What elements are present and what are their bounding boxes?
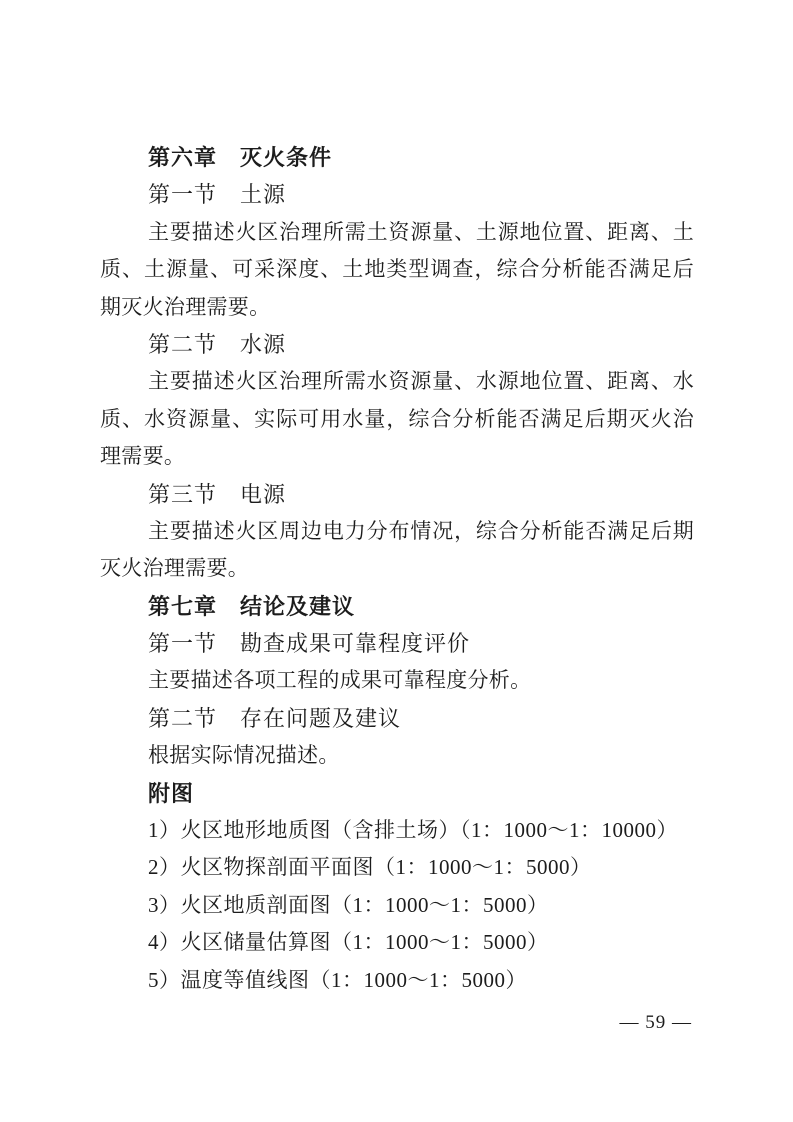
section-heading: 第二节 存在问题及建议 bbox=[148, 705, 402, 731]
annex-heading: 附图 bbox=[148, 780, 195, 806]
section-heading: 第三节 电源 bbox=[148, 481, 287, 507]
paragraph-line: 主要描述火区治理所需土资源量、土源地位置、距离、土 bbox=[148, 219, 694, 244]
paragraph-line: 理需要。 bbox=[100, 444, 186, 469]
paragraph-line: 灭火治理需要。 bbox=[100, 556, 250, 581]
chapter-heading: 第六章 灭火条件 bbox=[148, 145, 333, 170]
chapter-heading: 第七章 结论及建议 bbox=[148, 593, 356, 619]
paragraph-line: 质、土源量、可采深度、土地类型调查，综合分析能否满足后 bbox=[100, 257, 694, 282]
section-heading: 第一节 土源 bbox=[148, 182, 287, 208]
list-item: 2）火区物探剖面平面图（1：1000～1：5000） bbox=[148, 855, 592, 880]
section-heading: 第二节 水源 bbox=[148, 331, 287, 357]
list-item: 4）火区储量估算图（1：1000～1：5000） bbox=[148, 930, 549, 955]
section-heading: 第一节 勘查成果可靠程度评价 bbox=[148, 631, 471, 657]
paragraph-line: 期灭火治理需要。 bbox=[100, 294, 271, 319]
paragraph-line: 主要描述火区周边电力分布情况，综合分析能否满足后期 bbox=[148, 518, 694, 543]
paragraph-line: 质、水资源量、实际可用水量，综合分析能否满足后期灭火治 bbox=[100, 406, 694, 431]
page-number: — 59 — bbox=[619, 1012, 692, 1033]
list-item: 5）温度等值线图（1：1000～1：5000） bbox=[148, 967, 527, 992]
list-item: 3）火区地质剖面图（1：1000～1：5000） bbox=[148, 892, 549, 917]
paragraph-line: 主要描述各项工程的成果可靠程度分析。 bbox=[148, 668, 532, 693]
list-item: 1）火区地形地质图（含排土场）（1：1000～1：10000） bbox=[148, 818, 678, 843]
paragraph-line: 根据实际情况描述。 bbox=[148, 743, 340, 768]
document-content bbox=[100, 139, 694, 999]
paragraph-line: 主要描述火区治理所需水资源量、水源地位置、距离、水 bbox=[148, 369, 694, 394]
